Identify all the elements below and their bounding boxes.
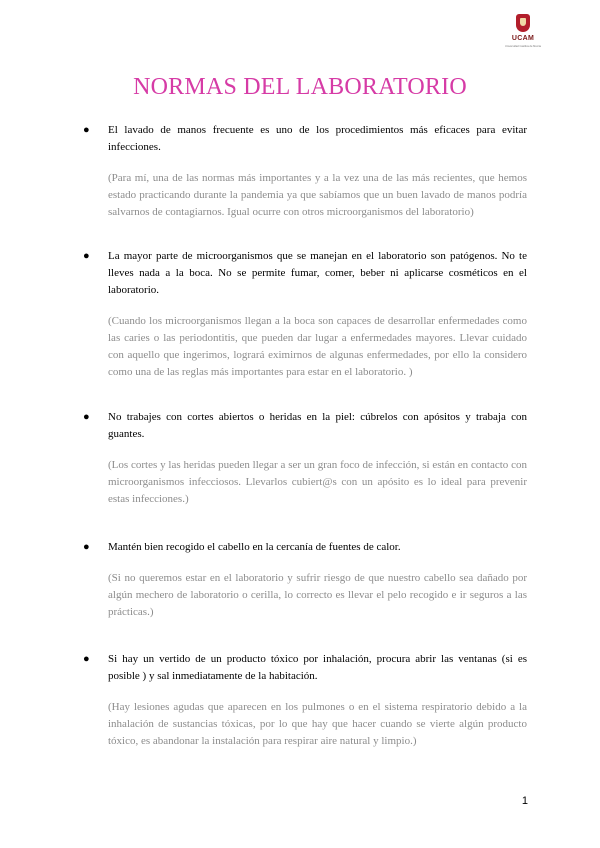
rule-note: (Si no queremos estar en el laboratorio y sufrir riesgo de que nuestro cabello sea dañado por algún mechero de laboratorio o cerilla, lo correcto es llevar el pelo recogido e ir seguros a las prácticas.) (108, 572, 527, 618)
crest-icon (516, 14, 530, 32)
bullet-icon: ● (83, 541, 90, 553)
rule-note: (Hay lesiones agudas que aparecen en los pulmones o en el sistema respiratorio debido a la inhalación de sustancias tóxicas, por lo que hay que hacer cuando se vierte algún producto tóxico, es abandonar la instalación para respirar aire natural y limpio.) (108, 701, 527, 747)
bullet-icon: ● (83, 124, 90, 136)
page-title: NORMAS DEL LABORATORIO (133, 74, 467, 100)
rule-item-5 (83, 651, 527, 750)
logo-name: UCAM (511, 35, 535, 42)
rule-text: La mayor parte de microorganismos que se manejan en el laboratorio son patógenos. No te lleves nada a la boca. No se permite fumar, comer, beber ni aplicarse cosméticos en el laboratorio. (108, 250, 527, 296)
bullet-icon: ● (83, 653, 90, 665)
rule-item-2 (83, 248, 527, 381)
bullet-icon: ● (83, 411, 90, 423)
rule-item-1 (83, 122, 527, 221)
university-logo (502, 14, 544, 64)
rule-item-3 (83, 409, 527, 508)
bullet-icon: ● (83, 250, 90, 262)
rule-text: Mantén bien recogido el cabello en la cercanía de fuentes de calor. (108, 541, 401, 553)
logo-tagline: Universidad Católica de Murcia (505, 45, 541, 48)
rule-note: (Los cortes y las heridas pueden llegar a ser un gran foco de infección, si están en contacto con microorganismos infecciosos. Llevarlos cubiert@s con un apósito es lo ideal para prevenir estas infecciones.) (108, 459, 527, 505)
rule-note: (Para mí, una de las normas más importantes y a la vez una de las más recientes, que hemos estado practicando durante la pandemia ya que sabíamos que un buen lavado de manos podría salvarnos de contagiarnos. Igual ocurre con otros microorganismos del laboratorio) (108, 172, 527, 218)
rule-text: No trabajes con cortes abiertos o heridas en la piel: cúbrelos con apósitos y trabaja con guantes. (108, 411, 527, 440)
rule-note: (Cuando los microorganismos llegan a la boca son capaces de desarrollar enfermedades como las caries o las periodontitis, que pueden dar lugar a enfermedades mayores. Llevar cuidado con aquello que ingerimos, logrará eximirnos de algunas enfermedades, por ello la considero como una de las reglas más importantes para estar en el laboratorio. ) (108, 315, 527, 378)
rule-item-4 (83, 539, 527, 621)
page-number: 1 (521, 795, 528, 807)
rule-text: Si hay un vertido de un producto tóxico por inhalación, procura abrir las ventanas (si es posible ) y sal inmediatamente de la habitación. (108, 653, 527, 682)
rule-text: El lavado de manos frecuente es uno de los procedimientos más eficaces para evitar infecciones. (108, 124, 527, 153)
